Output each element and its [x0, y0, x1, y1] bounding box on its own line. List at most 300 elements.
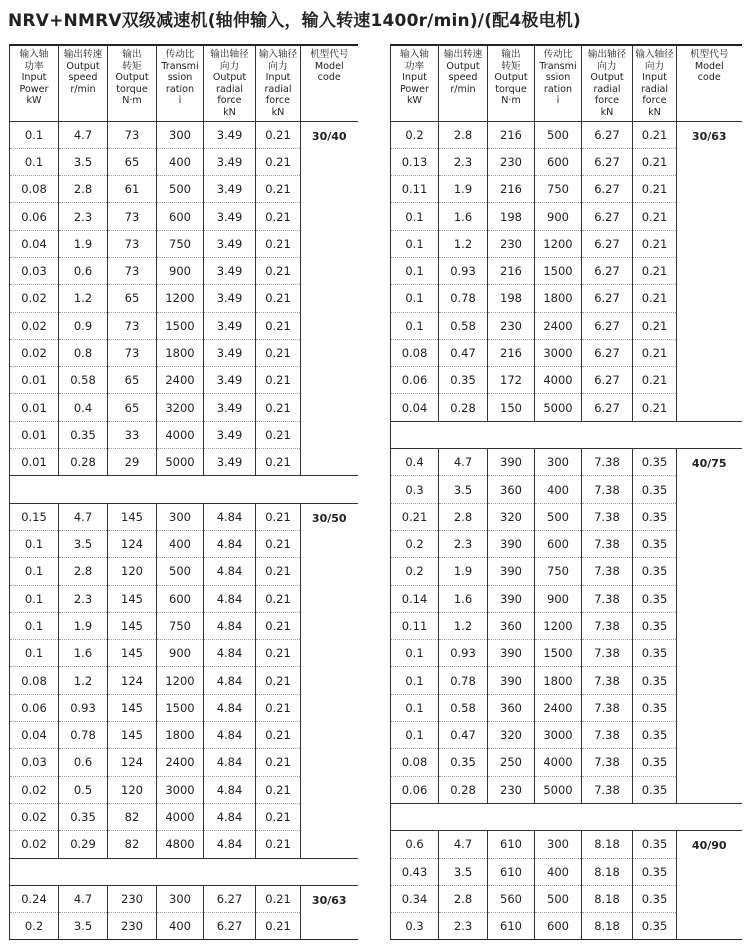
table-cell: 0.2	[391, 121, 439, 148]
column-header-line: 输入轴径	[635, 49, 674, 60]
table-cell: 1.6	[59, 640, 108, 667]
column-header	[157, 45, 204, 121]
column-header-line: Output	[212, 72, 247, 83]
column-header-line: code	[317, 72, 341, 83]
table-cell: 360	[488, 476, 535, 503]
table-cell: 0.6	[391, 831, 439, 858]
table-row	[391, 449, 742, 476]
column-header-line: 向力	[597, 60, 617, 72]
table-cell: 0.03	[10, 257, 59, 284]
column-header-line: Input	[21, 72, 47, 83]
table-cell: 0.35	[633, 749, 677, 776]
table-cell: 0.02	[10, 312, 59, 339]
group-separator	[10, 858, 358, 885]
table-cell: 3000	[157, 776, 204, 803]
table-cell: 3.49	[204, 421, 256, 448]
table-cell: 900	[157, 257, 204, 284]
column-header-line: Input	[402, 72, 427, 83]
table-cell: 2400	[535, 694, 582, 721]
table-cell: 0.11	[391, 612, 439, 639]
model-code-cell: 30/40	[311, 129, 347, 143]
column-header-line: force	[642, 95, 667, 106]
table-cell: 0.35	[633, 913, 677, 940]
table-cell: 2.8	[59, 558, 108, 585]
table-row	[391, 121, 742, 148]
table-cell: 0.35	[633, 503, 677, 530]
table-cell: 0.21	[256, 230, 301, 257]
table-cell: 3.49	[204, 312, 256, 339]
header-row	[10, 45, 358, 121]
table-cell: 0.35	[633, 776, 677, 803]
table-cell: 0.06	[10, 694, 59, 721]
table-cell: 500	[535, 885, 582, 912]
table-cell: 4.84	[204, 585, 256, 612]
table-cell: 73	[108, 339, 157, 366]
column-header-line: code	[697, 72, 721, 83]
table-cell: 0.21	[633, 148, 677, 175]
column-header-line: force	[217, 95, 242, 106]
table-cell: 0.21	[256, 121, 301, 148]
table-cell: 4.84	[204, 722, 256, 749]
column-header-line: Output	[590, 72, 624, 83]
table-cell: 390	[488, 530, 535, 557]
table-cell: 0.35	[439, 749, 488, 776]
column-header-line: 功率	[24, 60, 44, 72]
table-cell: 4.7	[59, 121, 108, 148]
table-cell: 7.38	[582, 530, 633, 557]
group-separator	[10, 476, 358, 503]
table-cell: 73	[108, 257, 157, 284]
column-header	[582, 45, 633, 121]
column-header-line: force	[265, 95, 291, 106]
table-cell: 900	[157, 640, 204, 667]
table-cell: 4.84	[204, 503, 256, 530]
column-header-line: 输出转速	[63, 49, 103, 60]
table-cell: 0.02	[10, 339, 59, 366]
table-cell: 0.35	[633, 667, 677, 694]
table-cell: 0.21	[633, 339, 677, 366]
table-cell: 2.8	[439, 885, 488, 912]
table-cell: 900	[535, 203, 582, 230]
table-cell: 0.02	[10, 831, 59, 858]
table-cell: 145	[108, 694, 157, 721]
table-cell: 0.28	[59, 449, 108, 476]
table-cell: 400	[157, 148, 204, 175]
column-header-line: 向力	[268, 60, 288, 72]
table-cell: 0.35	[633, 612, 677, 639]
table-cell: 0.21	[256, 503, 301, 530]
table-cell: 65	[108, 148, 157, 175]
model-code-cell: 30/63	[691, 129, 727, 143]
table-cell: 6.27	[582, 230, 633, 257]
table-cell: 82	[108, 803, 157, 830]
table-cell: 4.84	[204, 558, 256, 585]
table-cell: 0.21	[256, 885, 301, 912]
table-cell: 3.49	[204, 148, 256, 175]
table-cell: 124	[108, 530, 157, 557]
table-cell: 0.9	[59, 312, 108, 339]
table-cell: 360	[488, 694, 535, 721]
column-header-line: 传动比	[543, 49, 573, 60]
table-cell: 0.1	[391, 257, 439, 284]
table-cell: 230	[108, 885, 157, 912]
table-cell: 2400	[157, 367, 204, 394]
table-cell: 1800	[157, 722, 204, 749]
table-cell: 230	[108, 913, 157, 940]
table-cell: 1.2	[439, 612, 488, 639]
model-code-cell: 40/75	[691, 457, 727, 471]
table-cell: 300	[157, 885, 204, 912]
table-cell: 4.7	[59, 885, 108, 912]
table-cell: 500	[535, 503, 582, 530]
table-cell: 1.2	[439, 230, 488, 257]
model-code-cell: 30/63	[311, 893, 347, 907]
column-header-line: ration	[543, 83, 573, 95]
column-header-line: ssion	[545, 72, 571, 83]
table-cell: 0.2	[391, 530, 439, 557]
column-header-line: Output	[66, 60, 100, 72]
column-header-line: 输出转速	[443, 49, 483, 60]
table-cell: 3.49	[204, 339, 256, 366]
table-cell: 0.43	[391, 858, 439, 885]
column-header-line: ssion	[167, 72, 193, 83]
table-cell: 230	[488, 230, 535, 257]
table-cell: 65	[108, 285, 157, 312]
table-cell: 0.14	[391, 585, 439, 612]
table-cell: 3.49	[204, 285, 256, 312]
table-cell: 0.1	[391, 694, 439, 721]
table-cell: 1500	[535, 257, 582, 284]
table-cell: 0.78	[439, 285, 488, 312]
table-cell: 0.06	[10, 203, 59, 230]
table-cell: 1.2	[59, 667, 108, 694]
table-cell: 400	[157, 530, 204, 557]
table-cell: 0.13	[391, 148, 439, 175]
table-cell: 33	[108, 421, 157, 448]
table-cell: 0.02	[10, 803, 59, 830]
table-cell: 1800	[535, 285, 582, 312]
table-cell: 0.21	[633, 257, 677, 284]
table-cell: 216	[488, 339, 535, 366]
table-cell: 0.35	[59, 421, 108, 448]
table-cell: 0.1	[10, 558, 59, 585]
column-header-line: kN	[223, 106, 236, 118]
column-header-line: 机型代号	[690, 49, 729, 60]
table-cell: 750	[535, 558, 582, 585]
column-header-line: i	[556, 95, 560, 106]
table-cell: 1.9	[439, 558, 488, 585]
column-header-line: 机型代号	[310, 49, 349, 60]
table-cell: 29	[108, 449, 157, 476]
table-cell: 0.04	[391, 394, 439, 421]
table-cell: 4.84	[204, 749, 256, 776]
table-cell: 0.21	[256, 312, 301, 339]
table-cell: 0.1	[10, 585, 59, 612]
table-cell: 1.9	[439, 176, 488, 203]
table-cell: 6.27	[582, 394, 633, 421]
table-cell: 300	[157, 503, 204, 530]
table-cell: 1500	[157, 312, 204, 339]
table-cell: 0.21	[256, 449, 301, 476]
table-cell: 0.35	[633, 640, 677, 667]
column-header-line: Output	[115, 72, 149, 83]
table-cell: 390	[488, 667, 535, 694]
table-cell: 145	[108, 585, 157, 612]
table-cell: 0.21	[256, 722, 301, 749]
table-cell: 4.7	[439, 449, 488, 476]
table-cell: 1.6	[439, 585, 488, 612]
table-cell: 2.3	[439, 148, 488, 175]
table-cell: 0.35	[633, 449, 677, 476]
table-cell: 0.1	[391, 667, 439, 694]
table-cell: 0.21	[256, 667, 301, 694]
separator-cell	[10, 858, 358, 885]
table-cell: 600	[535, 530, 582, 557]
table-cell: 73	[108, 121, 157, 148]
table-cell: 4.84	[204, 530, 256, 557]
table-cell: 0.35	[633, 858, 677, 885]
table-cell: 0.21	[633, 176, 677, 203]
group-separator	[391, 421, 742, 448]
table-cell: 3.49	[204, 121, 256, 148]
table-cell: 8.18	[582, 913, 633, 940]
table-cell: 0.35	[633, 530, 677, 557]
table-cell: 0.02	[10, 285, 59, 312]
table-cell: 3.49	[204, 449, 256, 476]
table-cell: 3.49	[204, 176, 256, 203]
table-cell: 65	[108, 367, 157, 394]
column-header	[301, 45, 358, 121]
table-cell: 4.84	[204, 694, 256, 721]
table-cell: 0.01	[10, 421, 59, 448]
table-cell: 120	[108, 558, 157, 585]
table-cell: 230	[488, 148, 535, 175]
table-cell: 0.1	[391, 722, 439, 749]
column-header-line: 输出	[122, 49, 142, 60]
table-cell: 2.3	[59, 585, 108, 612]
table-cell: 0.1	[391, 203, 439, 230]
table-cell: 0.08	[391, 749, 439, 776]
table-cell: 390	[488, 585, 535, 612]
table-cell: 1500	[535, 640, 582, 667]
table-cell: 0.21	[256, 394, 301, 421]
column-header-line: speed	[68, 72, 98, 83]
table-cell: 8.18	[582, 858, 633, 885]
table-cell: 0.8	[59, 339, 108, 366]
table-cell: 0.21	[633, 394, 677, 421]
table-cell: 390	[488, 449, 535, 476]
column-header-line: 输出轴径	[210, 49, 249, 60]
table-cell: 0.58	[439, 694, 488, 721]
table-cell: 0.03	[10, 749, 59, 776]
table-cell: 0.29	[59, 831, 108, 858]
column-header-line: torque	[116, 83, 148, 95]
column-header-line: Output	[494, 72, 528, 83]
group-separator	[391, 803, 742, 830]
table-row	[391, 831, 742, 858]
table-cell: 0.21	[633, 121, 677, 148]
table-cell: 1800	[535, 667, 582, 694]
column-header	[10, 45, 59, 121]
table-cell: 1200	[157, 285, 204, 312]
header-row	[391, 45, 742, 121]
table-cell: 73	[108, 230, 157, 257]
table-cell: 600	[535, 148, 582, 175]
table-cell: 1.9	[59, 230, 108, 257]
table-cell: 0.01	[10, 394, 59, 421]
table-cell: 1500	[157, 694, 204, 721]
table-cell: 0.35	[633, 722, 677, 749]
table-cell: 3.49	[204, 394, 256, 421]
table-cell: 0.93	[59, 694, 108, 721]
column-header-line: 输出轴径	[587, 49, 627, 60]
table-cell: 2400	[157, 749, 204, 776]
table-cell: 2.3	[439, 913, 488, 940]
column-header-line: 输出	[501, 49, 521, 60]
table-cell: 0.21	[256, 530, 301, 557]
table-cell: 0.21	[256, 257, 301, 284]
table-cell: 900	[535, 585, 582, 612]
table-cell: 0.21	[256, 176, 301, 203]
table-cell: 8.18	[582, 831, 633, 858]
table-cell: 1.9	[59, 612, 108, 639]
table-cell: 0.47	[439, 722, 488, 749]
table-cell: 0.58	[439, 312, 488, 339]
table-cell: 0.24	[10, 885, 59, 912]
column-header-line: Power	[399, 83, 429, 95]
column-header	[633, 45, 677, 121]
table-cell: 8.18	[582, 885, 633, 912]
table-cell: 0.1	[10, 612, 59, 639]
column-header	[439, 45, 488, 121]
table-cell: 0.28	[439, 394, 488, 421]
table-cell: 0.4	[59, 394, 108, 421]
column-header-line: 输入轴	[19, 49, 49, 60]
column-header-line: r/min	[450, 83, 476, 95]
model-code-cell: 30/50	[311, 511, 347, 525]
column-header	[256, 45, 301, 121]
table-cell: 0.3	[391, 913, 439, 940]
table-cell: 4000	[157, 421, 204, 448]
table-cell: 0.21	[256, 421, 301, 448]
table-cell: 4.7	[439, 831, 488, 858]
table-cell: 7.38	[582, 612, 633, 639]
column-header-line: radial	[640, 83, 669, 95]
separator-cell	[10, 476, 358, 503]
table-cell: 7.38	[582, 776, 633, 803]
table-cell: 0.2	[391, 558, 439, 585]
table-cell: 0.06	[391, 776, 439, 803]
column-header-line: 输入轴	[400, 49, 429, 60]
table-cell: 0.6	[59, 257, 108, 284]
table-cell: 390	[488, 558, 535, 585]
table-cell: 0.1	[10, 640, 59, 667]
table-cell: 500	[157, 558, 204, 585]
table-cell: 7.38	[582, 722, 633, 749]
column-header-line: Transmi	[539, 60, 577, 72]
table-cell: 610	[488, 913, 535, 940]
column-header	[677, 45, 742, 121]
table-cell: 124	[108, 749, 157, 776]
column-header-line: radial	[593, 83, 621, 95]
table-cell: 0.21	[633, 285, 677, 312]
table-cell: 120	[108, 776, 157, 803]
table-cell: 0.35	[633, 831, 677, 858]
table-cell: 500	[535, 121, 582, 148]
table-cell: 400	[535, 858, 582, 885]
table-cell: 3000	[535, 722, 582, 749]
table-cell: 145	[108, 722, 157, 749]
table-cell: 216	[488, 121, 535, 148]
table-cell: 600	[157, 203, 204, 230]
table-cell: 400	[157, 913, 204, 940]
model-code-cell: 40/90	[691, 839, 727, 853]
table-cell: 7.38	[582, 449, 633, 476]
table-cell: 0.93	[439, 640, 488, 667]
table-cell: 0.78	[439, 667, 488, 694]
table-cell: 320	[488, 722, 535, 749]
table-cell: 2.8	[59, 176, 108, 203]
column-header-line: Input	[265, 72, 291, 83]
table-cell: 0.21	[391, 503, 439, 530]
table-cell: 4800	[157, 831, 204, 858]
column-header-line: radial	[215, 83, 244, 95]
table-row	[10, 121, 358, 148]
table-cell: 82	[108, 831, 157, 858]
table-cell: 610	[488, 831, 535, 858]
column-header-line: ration	[165, 83, 195, 95]
column-header-line: force	[594, 95, 620, 106]
table-cell: 0.2	[10, 913, 59, 940]
table-cell: 1200	[535, 230, 582, 257]
column-header	[535, 45, 582, 121]
column-header-line: Input	[642, 72, 667, 83]
table-cell: 3.5	[59, 913, 108, 940]
table-cell: 750	[157, 230, 204, 257]
column-header	[204, 45, 256, 121]
column-header-line: 输入轴径	[258, 49, 298, 60]
column-header-line: Output	[446, 60, 480, 72]
table-cell: 0.47	[439, 339, 488, 366]
table-cell: 198	[488, 285, 535, 312]
table-cell: 0.21	[633, 312, 677, 339]
table-cell: 1200	[157, 667, 204, 694]
column-header-line: kN	[648, 106, 661, 118]
table-cell: 0.28	[439, 776, 488, 803]
table-cell: 0.34	[391, 885, 439, 912]
table-cell: 2.3	[59, 203, 108, 230]
table-cell: 2.3	[439, 530, 488, 557]
table-cell: 6.27	[204, 885, 256, 912]
table-cell: 750	[157, 612, 204, 639]
table-cell: 0.21	[256, 831, 301, 858]
table-cell: 0.6	[59, 749, 108, 776]
table-cell: 6.27	[582, 339, 633, 366]
separator-cell	[391, 803, 742, 830]
table-cell: 300	[535, 449, 582, 476]
table-cell: 4.84	[204, 612, 256, 639]
column-header-line: Transmi	[161, 60, 199, 72]
table-cell: 0.35	[633, 585, 677, 612]
column-header-line: N·m	[122, 95, 142, 106]
table-cell: 73	[108, 203, 157, 230]
table-cell: 300	[535, 831, 582, 858]
table-cell: 0.93	[439, 257, 488, 284]
table-cell: 0.21	[256, 339, 301, 366]
column-header-line: torque	[495, 83, 527, 95]
table-cell: 0.1	[10, 530, 59, 557]
table-cell: 124	[108, 667, 157, 694]
